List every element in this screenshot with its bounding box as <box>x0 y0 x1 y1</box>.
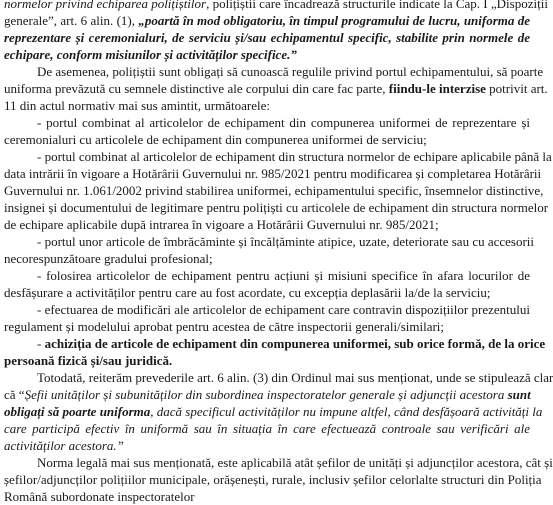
text-segment: șefilor/adjuncților polițiilor municipale, orășenești, rurale, inclusiv șefilor celorlalte structuri din Poliția <box>4 472 542 487</box>
document-line <box>4 301 530 318</box>
text-segment: data intrării în vigoare a Hotărârii Guvernului nr. 985/2021 pentru modificarea și completarea Hotărârii <box>4 166 542 181</box>
text-segment: regulament și modelului aprobat pentru acestea de către inspectorii generali/similari; <box>4 319 445 334</box>
document-line <box>4 386 530 403</box>
text-segment: De asemenea, polițiștii sunt obligați să cunoască regulile privind portul echipamentului, să poarte <box>37 64 544 79</box>
document-line <box>4 352 530 369</box>
text-segment: - efectuarea de modificări ale articolelor de echipament care contravin dispozițiilor prezentului <box>37 302 530 317</box>
document-line <box>4 420 530 437</box>
document-line <box>4 488 530 505</box>
document-line <box>4 182 544 199</box>
document-line <box>4 199 549 216</box>
text-segment: normelor privind echiparea polițiștilor <box>4 0 207 11</box>
text-segment: - <box>37 336 45 351</box>
text-segment: persoană fizică și/sau juridică. <box>4 353 173 368</box>
document-line <box>4 318 530 335</box>
text-segment: 11 din actul normativ mai sus amintit, următoarele: <box>4 98 270 113</box>
document-line <box>4 12 530 29</box>
text-segment: potrivit art. <box>485 81 548 96</box>
document-line <box>4 0 548 12</box>
text-segment: de echipare aplicabile după intrarea în vigoare a Hotărârii Guvernului nr. 985/2021; <box>4 217 439 232</box>
text-segment: - portul unor articole de îmbrăcăminte și încălțăminte atipice, uzate, deteriorate sau cu accesorii <box>37 234 535 249</box>
document-line <box>4 97 530 114</box>
document-line <box>4 114 530 131</box>
text-segment: , dacă specificul activităților nu impune altfel, când desfășoară activități la <box>150 404 543 419</box>
text-segment: - portul combinat al articolelor de echipament din compunerea uniformei de reprezentare și <box>37 115 530 130</box>
text-segment: uniforma prevăzută cu semnele distinctive ale corpului din care fac parte, <box>4 81 389 96</box>
text-segment: , polițiștii care încadrează structurile indicate la Cap. I „Dispoziții <box>206 0 548 11</box>
document-line <box>4 148 552 165</box>
document-line <box>4 233 535 250</box>
text-segment: generale”, art. 6 alin. (1), <box>4 13 139 28</box>
text-segment: Română subordonate inspectoratelor <box>4 489 195 504</box>
document-line <box>4 63 544 80</box>
document-line <box>4 216 530 233</box>
text-segment: ceremonialuri cu articolele de echipament din compunerea uniformei de serviciu; <box>4 132 427 147</box>
text-segment: „poartă în mod obligatoriu, în timpul programului de lucru, uniforma de <box>138 13 531 28</box>
document-line <box>4 80 548 97</box>
document-line <box>4 403 543 420</box>
document-line <box>4 471 542 488</box>
document-line <box>4 267 530 284</box>
text-segment: Guvernului nr. 1.061/2002 privind stabilirea uniformei, echipamentului specific, însemnelor distinctive, <box>4 183 544 198</box>
document-line <box>4 250 530 267</box>
text-segment: achiziția de articole de echipament din compunerea uniformei, sub orice formă, de la orice <box>44 336 546 351</box>
document-line <box>4 284 530 301</box>
text-segment: care participă efectiv în uniformă sau în situația în care efectuează controale sau verificări ale <box>4 421 530 436</box>
document-line <box>4 165 542 182</box>
text-segment: echipare, conform misiunilor și activităților specifice.” <box>4 47 297 62</box>
document-line <box>4 437 530 454</box>
text-segment: reprezentare și ceremonialuri, de serviciu și/sau echipamentul specific, stabilite prin normele de <box>4 30 530 45</box>
document-line <box>4 46 530 63</box>
text-segment: fiindu-le interzise <box>388 81 486 96</box>
document-line <box>4 335 546 352</box>
document-line <box>4 454 553 471</box>
text-segment: obligați să poarte uniforma <box>4 404 151 419</box>
text-segment: sunt <box>507 387 531 402</box>
text-segment: că “ <box>4 387 25 402</box>
text-segment: - folosirea articolelor de echipament pentru acțiuni și misiuni specifice în afara locurilor de <box>37 268 530 283</box>
text-segment: Totodată, reiterăm prevederile art. 6 alin. (3) din Ordinul mai sus menționat, unde se stipulează clar <box>37 370 553 385</box>
text-segment: Norma legală mai sus menționată, este aplicabilă atât șefilor de unități și adjuncților acestora, cât și <box>37 455 553 470</box>
document-line <box>4 369 553 386</box>
document-line <box>4 29 530 46</box>
text-segment: - portul combinat al articolelor de echipament din structura normelor de echipare aplicabile până la <box>37 149 552 164</box>
text-segment: insignei și documentului de legitimare pentru polițiști cu articolele de echipament din structura normelor <box>4 200 549 215</box>
text-segment: activităților acestora.” <box>4 438 124 453</box>
text-segment: desfășurare a activităților pentru care au fost acordate, cu excepția deplasării la/de la serviciu; <box>4 285 491 300</box>
text-segment: necorespunzătoare gradului profesional; <box>4 251 213 266</box>
document-line <box>4 131 530 148</box>
text-segment: Șefii unităților și subunităților din subordinea inspectoratelor generale și adjuncții acestora <box>24 387 508 402</box>
